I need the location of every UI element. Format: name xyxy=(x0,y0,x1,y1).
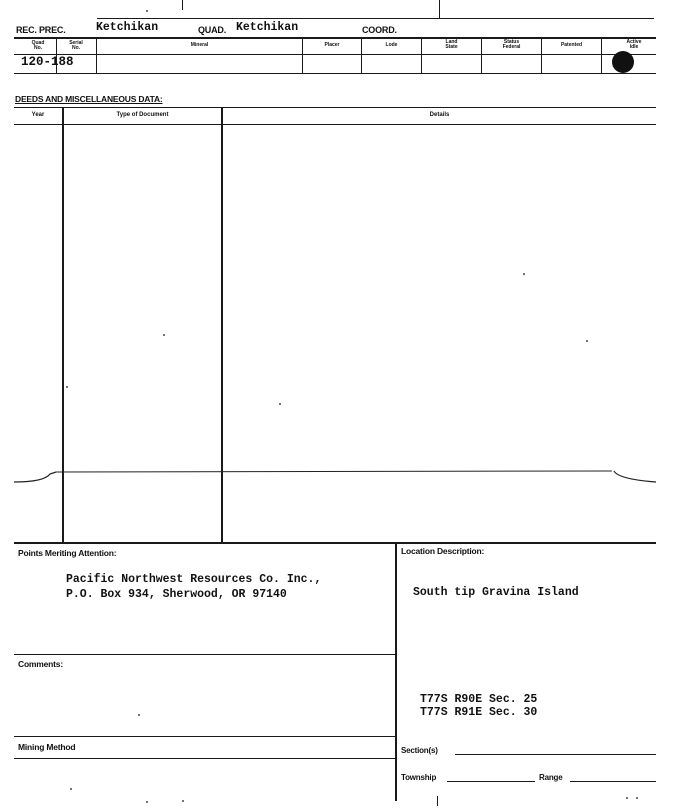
quad-value: Ketchikan xyxy=(236,21,299,34)
points-line-2: P.O. Box 934, Sherwood, OR 97140 xyxy=(66,588,287,601)
bottom-tick xyxy=(437,796,438,806)
scan-speck xyxy=(182,800,184,802)
active-filled-dot xyxy=(612,51,634,73)
range-label: Range xyxy=(539,773,563,782)
scan-speck xyxy=(163,334,165,336)
quad-label: QUAD. xyxy=(198,25,226,35)
trs-line-1: T77S R90E Sec. 25 xyxy=(420,693,538,706)
scan-speck xyxy=(66,386,68,388)
scan-speck xyxy=(626,797,628,799)
top-tick-right xyxy=(439,0,440,18)
points-line-1: Pacific Northwest Resources Co. Inc., xyxy=(66,573,322,586)
deeds-header-rule xyxy=(14,124,656,125)
deeds-col-year: Year xyxy=(31,112,45,118)
quad-no-value: 120-188 xyxy=(21,55,74,69)
rec-prec-value: Ketchikan xyxy=(96,21,159,34)
scan-speck xyxy=(279,403,281,405)
claims-table-top-rule xyxy=(14,37,656,39)
claims-table-bottom-rule xyxy=(14,73,656,74)
header-top-rule xyxy=(97,18,654,19)
sections-field-line xyxy=(455,754,656,755)
deeds-section-title: DEEDS AND MISCELLANEOUS DATA: xyxy=(15,94,163,104)
lower-section-top-rule xyxy=(14,542,656,544)
page-seam xyxy=(0,466,678,490)
location-divider xyxy=(395,543,397,801)
scan-speck xyxy=(146,10,148,12)
mining-method-label: Mining Method xyxy=(18,742,76,752)
col-divider xyxy=(601,38,602,73)
col-header-mineral: Mineral xyxy=(190,42,209,48)
mining-bottom-rule xyxy=(14,758,395,759)
deeds-col-type: Type of Document xyxy=(116,112,169,118)
coord-label: COORD. xyxy=(362,25,397,35)
points-label: Points Meriting Attention: xyxy=(18,548,117,558)
scan-speck xyxy=(146,801,148,803)
claims-table-header-rule xyxy=(14,54,656,55)
location-text: South tip Gravina Island xyxy=(413,586,579,599)
township-label: Township xyxy=(401,773,437,782)
col-header-patented: Patented xyxy=(560,42,583,48)
scan-speck xyxy=(70,788,72,790)
col-header-active-idle: Active Idle xyxy=(626,39,642,50)
scan-speck xyxy=(636,797,638,799)
township-field-line xyxy=(447,781,535,782)
col-header-placer: Placer xyxy=(324,42,340,48)
scan-speck xyxy=(523,273,525,275)
mining-top-rule xyxy=(14,736,395,737)
deeds-top-rule xyxy=(14,107,656,108)
range-field-line xyxy=(570,781,656,782)
col-header-lode: Lode xyxy=(385,42,398,48)
location-label: Location Description: xyxy=(401,546,485,556)
col-header-status-federal: Status Federal xyxy=(502,39,521,50)
sections-label: Section(s) xyxy=(401,746,438,755)
col-header-quad-no: Quad No. xyxy=(31,40,45,51)
scan-speck xyxy=(586,340,588,342)
trs-line-2: T77S R91E Sec. 30 xyxy=(420,706,538,719)
comments-label: Comments: xyxy=(18,659,63,669)
scan-speck xyxy=(138,714,140,716)
col-header-land-state: Land State xyxy=(445,39,458,50)
top-tick-left xyxy=(182,0,183,10)
comments-top-rule xyxy=(14,654,395,655)
rec-prec-label: REC. PREC. xyxy=(16,25,66,35)
col-header-serial-no: Serial No. xyxy=(69,40,83,51)
deeds-col-details: Details xyxy=(429,112,450,118)
